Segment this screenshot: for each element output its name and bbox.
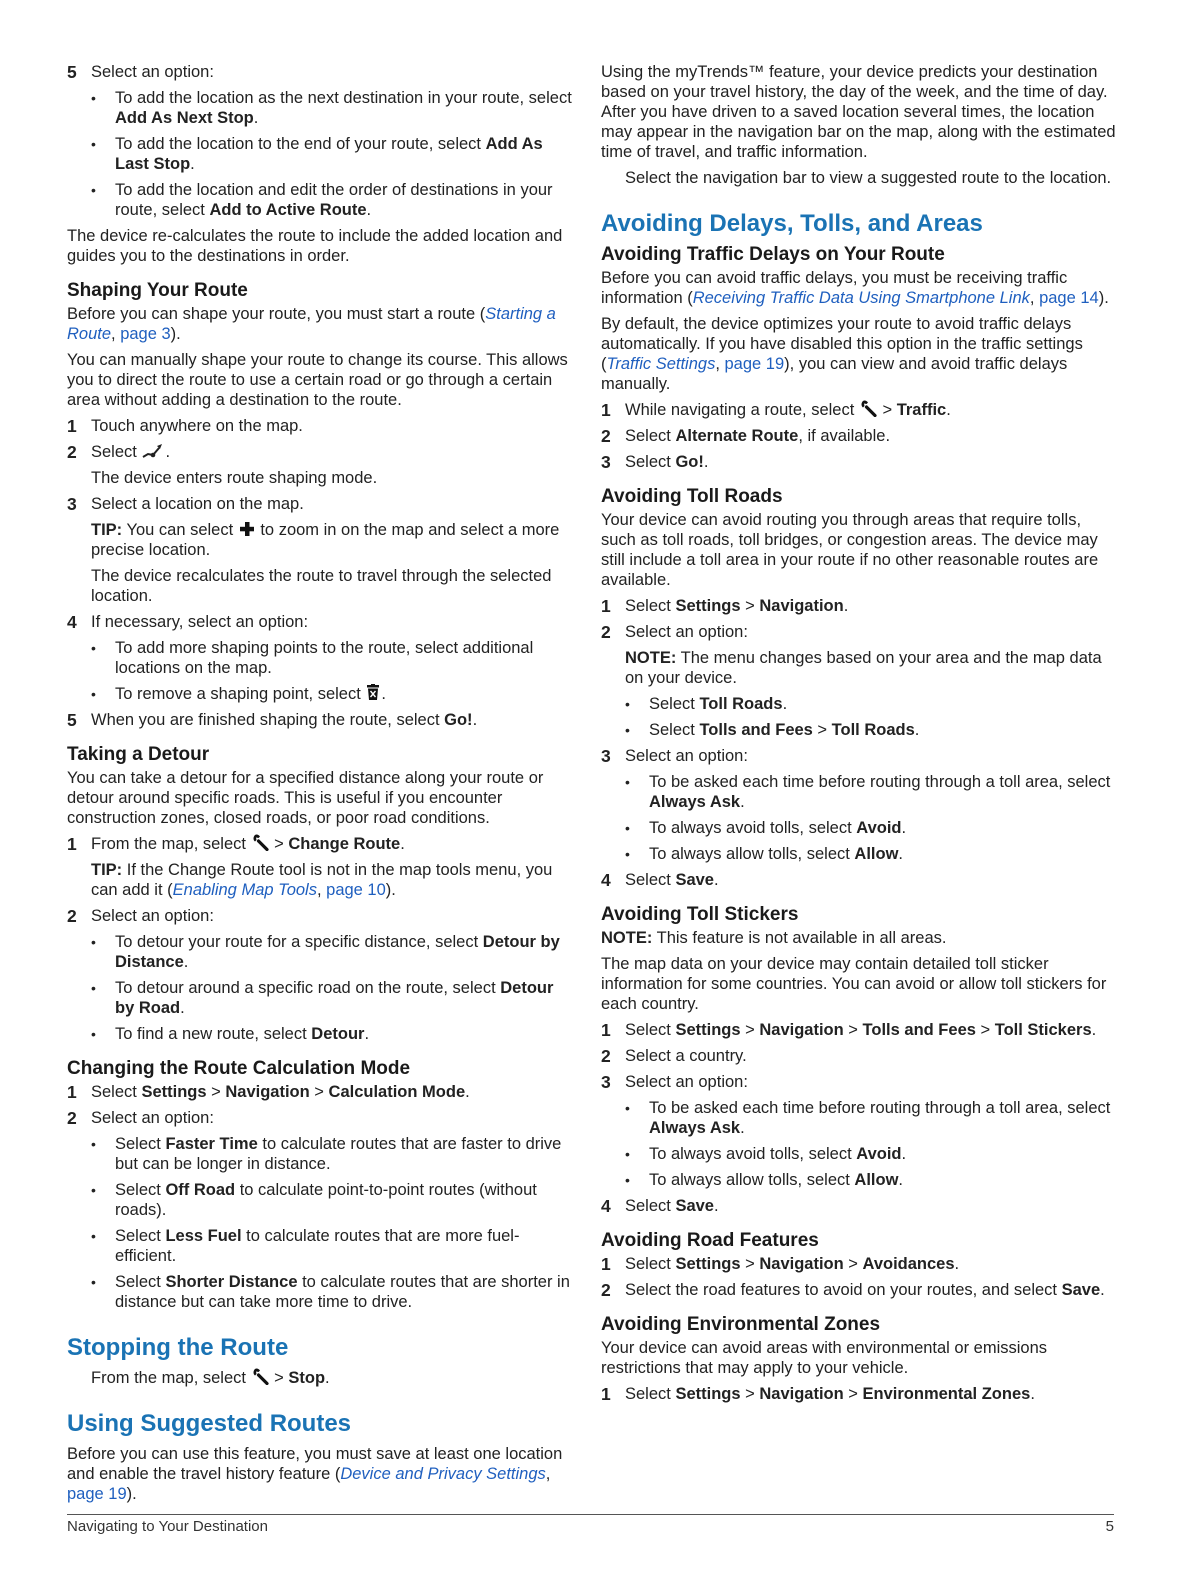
paragraph: Your device can avoid areas with environmental or emissions restrictions that may apply to your vehicle.	[601, 1339, 1048, 1377]
step-text: Select an option:	[91, 63, 214, 81]
step: 2 Select an option:	[67, 1108, 214, 1128]
step: 3 Select a location on the map.	[67, 494, 304, 514]
step-note: The device recalculates the route to travel through the selected location.	[91, 567, 552, 605]
paragraph: The map data on your device may contain detailed toll sticker information for some countries. You can avoid or allow toll stickers for each country.	[601, 955, 1107, 1013]
paragraph: Before you can shape your route, you must start a route (Starting a Route, page 3).	[67, 305, 556, 343]
wrench-icon	[252, 1368, 269, 1385]
list-item: • Select Off Road to calculate point-to-point routes (without roads).	[67, 1180, 577, 1220]
step: 1 Select Settings > Navigation > Environmental Zones.	[601, 1384, 1035, 1404]
paragraph: You can manually shape your route to change its course. This allows you to direct the route to use a certain road or go through a certain area without adding a destination to the route.	[67, 351, 568, 409]
footer-chapter-title: Navigating to Your Destination	[67, 1518, 268, 1535]
page-link[interactable]: page 19	[67, 1485, 127, 1503]
section-title: Avoiding Traffic Delays on Your Route	[601, 244, 945, 265]
page-number: 5	[1105, 1518, 1114, 1535]
list-item: • To always allow tolls, select Allow.	[601, 1170, 1116, 1190]
list-item: • To be asked each time before routing through a toll area, select Always Ask.	[601, 1098, 1116, 1138]
list-item: • To add the location as the next destination in your route, select Add As Next Stop.	[67, 88, 577, 128]
list-item: • To detour around a specific road on the route, select Detour by Road.	[67, 978, 577, 1018]
paragraph: Using the myTrends™ feature, your device predicts your destination based on your travel history, the day of the week, and the time of day. After you have driven to a saved location several times, the location may appear in the navigation bar on the map, along with the estimated time of travel, and traffic information.	[601, 63, 1116, 161]
step: 1 Select Settings > Navigation > Calculation Mode.	[67, 1082, 470, 1102]
step: 3 Select Go!.	[601, 452, 709, 472]
wrench-icon	[860, 400, 877, 417]
note: NOTE: The menu changes based on your area and the map data on your device.	[625, 649, 1102, 687]
chapter-heading: Stopping the Route	[67, 1334, 289, 1361]
section-title: Changing the Route Calculation Mode	[67, 1058, 411, 1079]
list-item: • To find a new route, select Detour.	[67, 1024, 577, 1044]
cross-reference-link[interactable]: Enabling Map Tools	[172, 881, 317, 899]
page-link[interactable]: page 10	[326, 881, 386, 899]
paragraph: You can take a detour for a specified distance along your route or detour around specific roads. This is useful if you encounter construction zones, closed roads, or poor road conditions.	[67, 769, 544, 827]
paragraph: Before you can use this feature, you must save at least one location and enable the travel history feature (Device and Privacy Settings, page 19).	[67, 1445, 563, 1503]
paragraph: The device re-calculates the route to include the added location and guides you to the destinations in order.	[67, 227, 563, 265]
trash-icon	[366, 684, 380, 701]
cross-reference-link[interactable]: Traffic Settings	[606, 355, 716, 373]
chapter-heading: Using Suggested Routes	[67, 1410, 352, 1437]
paragraph: From the map, select > Stop.	[91, 1369, 330, 1387]
list-item: • To remove a shaping point, select .	[67, 684, 577, 704]
step	[67, 62, 577, 82]
list-item: • Select Toll Roads.	[601, 694, 1116, 714]
section-title: Taking a Detour	[67, 744, 210, 765]
step: 1 Select Settings > Navigation > Avoidances.	[601, 1254, 960, 1274]
route-shape-icon	[142, 442, 164, 459]
page-link[interactable]: page 14	[1039, 289, 1099, 307]
step: 5 When you are finished shaping the route, select Go!.	[67, 710, 478, 730]
section-title: Avoiding Toll Roads	[601, 486, 783, 507]
step: 4 Select Save.	[601, 1196, 719, 1216]
step: 2 Select Alternate Route, if available.	[601, 426, 891, 446]
list-item: • To always avoid tolls, select Avoid.	[601, 1144, 1116, 1164]
list-item: • To always avoid tolls, select Avoid.	[601, 818, 1116, 838]
step: 1 From the map, select > Change Route.	[67, 834, 405, 854]
step-note: Select the navigation bar to view a suggested route to the location.	[625, 169, 1112, 187]
paragraph: Your device can avoid routing you through areas that require tolls, such as toll roads, toll bridges, or congestion areas. The device may still include a toll area in your route if no other reasonable routes are available.	[601, 511, 1099, 589]
step: 1 Touch anywhere on the map.	[67, 416, 303, 436]
step: 2 Select .	[67, 442, 171, 462]
footer-divider	[67, 1514, 1114, 1515]
step: 3 Select an option:	[601, 746, 748, 766]
step: 3 Select an option:	[601, 1072, 748, 1092]
section-title: Avoiding Environmental Zones	[601, 1314, 881, 1335]
step: 2 Select an option:	[601, 622, 748, 642]
step: 1 Select Settings > Navigation > Tolls and Fees > Toll Stickers.	[601, 1020, 1097, 1040]
list-item: • Select Faster Time to calculate routes that are faster to drive but can be longer in distance.	[67, 1134, 577, 1174]
note: NOTE: This feature is not available in all areas.	[601, 929, 947, 947]
list-item: • To add the location to the end of your route, select Add As Last Stop.	[67, 134, 577, 174]
left-column	[67, 62, 577, 1510]
tip: TIP: You can select to zoom in on the map and select a more precise location.	[91, 521, 560, 559]
step: 4 If necessary, select an option:	[67, 612, 309, 632]
step: 1 Select Settings > Navigation.	[601, 596, 849, 616]
page-link[interactable]: page 19	[724, 355, 785, 373]
tip: TIP: If the Change Route tool is not in the map tools menu, you can add it (Enabling Map Tools, page 10).	[91, 861, 553, 899]
list-item: • Select Tolls and Fees > Toll Roads.	[601, 720, 1116, 740]
step-note: The device enters route shaping mode.	[91, 469, 378, 487]
list-item: • To add more shaping points to the route, select additional locations on the map.	[67, 638, 577, 678]
wrench-icon	[252, 834, 269, 851]
step: 2 Select the road features to avoid on your routes, and select Save.	[601, 1280, 1105, 1300]
list-item: • To be asked each time before routing through a toll area, select Always Ask.	[601, 772, 1116, 812]
list-item: • To detour your route for a specific distance, select Detour by Distance.	[67, 932, 577, 972]
list-item: • To always allow tolls, select Allow.	[601, 844, 1116, 864]
list-item: • Select Shorter Distance to calculate routes that are shorter in distance but can take more time to drive.	[67, 1272, 577, 1312]
paragraph: By default, the device optimizes your route to avoid traffic delays automatically. If you have disabled this option in the traffic settings (Traffic Settings, page 19), you can view and avoid traffic delays manually.	[601, 315, 1083, 393]
step: 2 Select a country.	[601, 1046, 747, 1066]
chapter-heading: Avoiding Delays, Tolls, and Areas	[601, 210, 983, 237]
right-column	[601, 62, 1116, 1410]
cross-reference-link[interactable]: Receiving Traffic Data Using Smartphone Link	[692, 289, 1030, 307]
step-number: 5	[67, 62, 77, 82]
plus-icon	[239, 521, 255, 537]
step: 2 Select an option:	[67, 906, 214, 926]
section-title: Avoiding Road Features	[601, 1230, 819, 1251]
cross-reference-link[interactable]: Starting a Route	[67, 305, 556, 343]
section-title: Shaping Your Route	[67, 280, 248, 301]
list-item: • To add the location and edit the order of destinations in your route, select Add to Active Route.	[67, 180, 577, 220]
cross-reference-link[interactable]: Device and Privacy Settings	[340, 1465, 546, 1483]
step: 1 While navigating a route, select > Traffic.	[601, 400, 951, 420]
list-item: • Select Less Fuel to calculate routes that are more fuel-efficient.	[67, 1226, 577, 1266]
paragraph: Before you can avoid traffic delays, you must be receiving traffic information (Receiving Traffic Data Using Smartphone Link, page 14).	[601, 269, 1109, 307]
step: 4 Select Save.	[601, 870, 719, 890]
page-link[interactable]: page 3	[120, 325, 171, 343]
section-title: Avoiding Toll Stickers	[601, 904, 799, 925]
